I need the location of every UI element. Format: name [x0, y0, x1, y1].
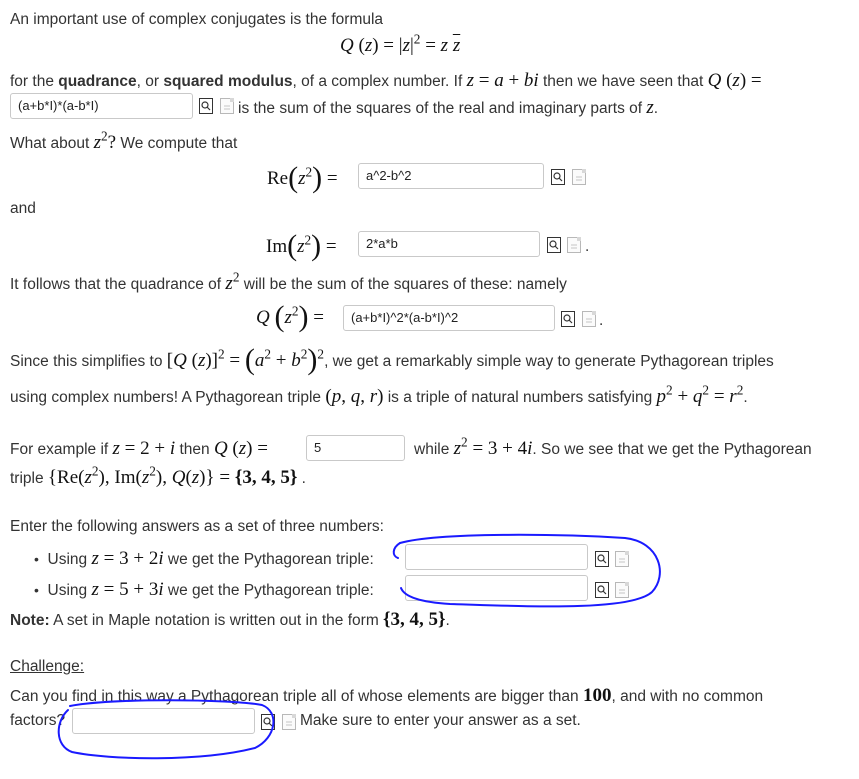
q-example-input[interactable]: 5 [306, 435, 405, 461]
example-triple-line: triple {$Re(z^2)$, $Im(z^2)$, Q(z)} = {3, 4, 5} . [10, 463, 306, 488]
challenge-text: Can you find in this way a Pythagorean triple all of whose elements are bigger than 100, and with no common [10, 685, 764, 706]
help-document-icon[interactable] [567, 237, 581, 253]
quadrance-formula: Q $(z) = |z|^2 = z$ $\overline{z}$ [340, 31, 461, 56]
example-line-tail: while $z^2 = 3 + 4i$. So we see that we get the Pythagorean [414, 434, 812, 459]
help-document-icon[interactable] [582, 311, 596, 327]
q-z2-label: Q $(z^2)$ = [256, 300, 325, 333]
im-z2-label: $Im(z^2)$ = [266, 229, 337, 262]
follows-line: It follows that the quadrance of $z^2$ will be the sum of the squares of these: namely [10, 269, 567, 294]
what-about-line: What about $z^2$? We compute that [10, 128, 238, 153]
period: . [599, 312, 604, 329]
enter-instructions: Enter the following answers as a set of three numbers: [10, 518, 384, 535]
q-of-z-input[interactable]: (a+b*I)*(a-b*I) [10, 93, 193, 119]
re-z2-input[interactable]: a^2-b^2 [358, 163, 544, 189]
help-document-icon[interactable] [615, 551, 629, 567]
pythagorean-definition: using complex numbers! A Pythagorean triple (p, q, r) is a triple of natural numbers satisfying $p^2 + q^2 = r^2$. [10, 382, 748, 407]
parts-sentence: is the sum of the squares of the real and imaginary parts of z. [238, 97, 659, 118]
help-document-icon[interactable] [615, 582, 629, 598]
preview-icon[interactable] [261, 714, 275, 730]
preview-icon[interactable] [551, 169, 565, 185]
example-line: For example if z = 2 + i then Q (z) = [10, 438, 268, 459]
help-document-icon[interactable] [220, 98, 234, 114]
bullet-item-2: • Using z = 5 + 3i we get the Pythagorean triple: [34, 579, 374, 600]
since-line: Since this simplifies to [Q $(z)]^2 = (a^2 + b^2)^2$, we get a remarkably simple way to generate Pythagorean triples [10, 343, 774, 376]
help-document-icon[interactable] [572, 169, 586, 185]
triple-1-input[interactable] [405, 544, 588, 570]
challenge-heading: Challenge: [10, 658, 85, 675]
and-text: and [10, 200, 36, 217]
preview-icon[interactable] [199, 98, 213, 114]
period: . [585, 238, 590, 255]
factors-text: factors? [10, 712, 66, 729]
intro-text: An important use of complex conjugates is the formula [10, 11, 384, 28]
help-document-icon[interactable] [282, 714, 296, 730]
make-sure-text: Make sure to enter your answer as a set. [300, 712, 581, 729]
preview-icon[interactable] [561, 311, 575, 327]
im-z2-input[interactable]: 2*a*b [358, 231, 540, 257]
challenge-input[interactable] [72, 708, 255, 734]
triple-2-input[interactable] [405, 575, 588, 601]
preview-icon[interactable] [547, 237, 561, 253]
q-z2-input[interactable]: (a+b*I)^2*(a-b*I)^2 [343, 305, 555, 331]
re-z2-label: $Re(z^2)$ = [267, 161, 338, 194]
definition-line: for the quadrance, or squared modulus, of a complex number. If z = a + bi then we have seen that Q (z) = [10, 70, 762, 91]
note-line: Note: A set in Maple notation is written out in the form {3, 4, 5}. [10, 609, 450, 630]
term-quadrance: quadrance [58, 73, 137, 90]
term-squared-modulus: squared modulus [163, 73, 293, 90]
preview-icon[interactable] [595, 582, 609, 598]
bullet-item-1: • Using z = 3 + 2i we get the Pythagorean triple: [34, 548, 374, 569]
preview-icon[interactable] [595, 551, 609, 567]
